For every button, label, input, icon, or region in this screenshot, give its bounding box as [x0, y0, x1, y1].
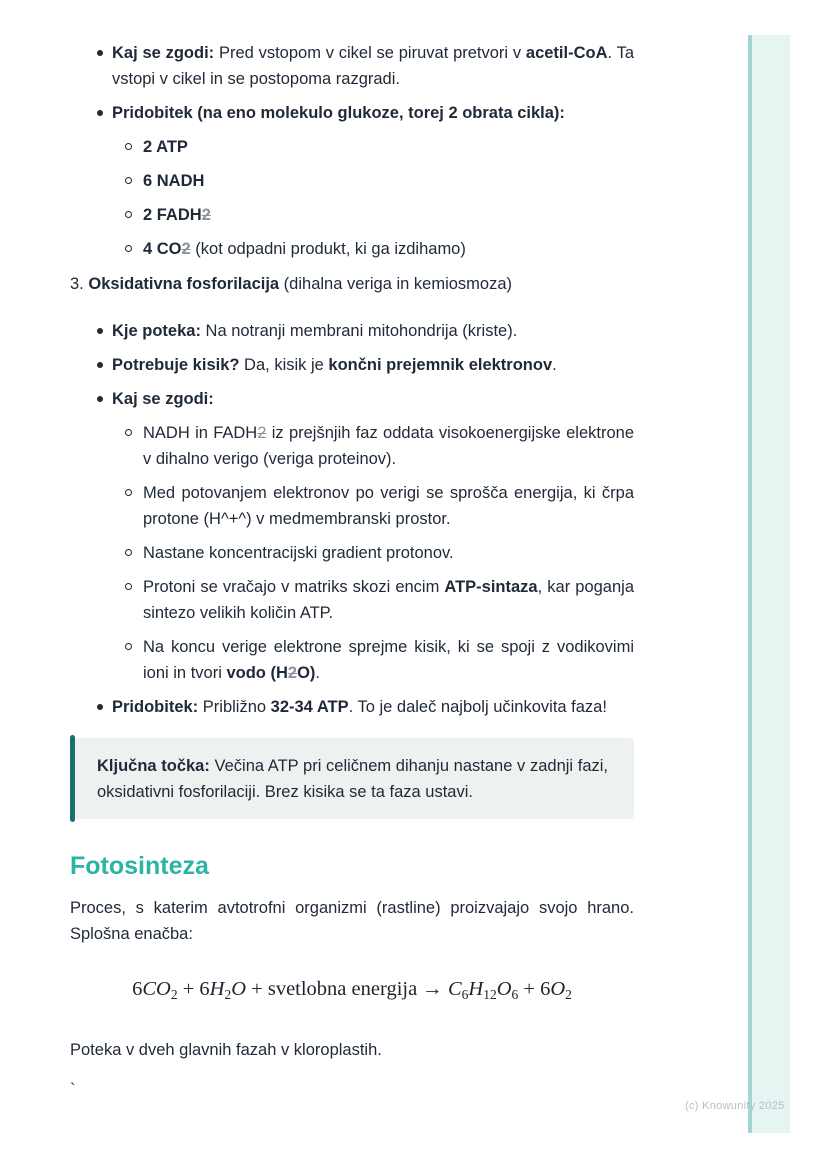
text-segment: 6 NADH: [143, 172, 205, 190]
text-segment: + svetlobna energija →: [246, 978, 448, 1000]
text-segment: Oksidativna fosforilacija: [88, 275, 280, 293]
decorative-stripe: [748, 35, 790, 1133]
list-item-text: [112, 322, 517, 340]
circle-bullet-icon: [125, 177, 132, 184]
text-segment: (dihalna veriga in kemiosmoza): [279, 275, 513, 293]
list-item-text: [143, 240, 466, 258]
text-segment: Kaj se zgodi:: [112, 390, 214, 408]
text-segment: Protoni se vračajo v matriks skozi encim: [143, 578, 445, 596]
text-segment: 2: [201, 206, 211, 224]
paragraph: Poteka v dveh glavnih fazah v kloroplastih.: [70, 1041, 382, 1059]
text-segment: O: [496, 978, 512, 1000]
text-segment: 2 FADH: [143, 206, 202, 224]
text-segment: vodo (H: [226, 664, 288, 682]
text-segment: Ključna točka:: [97, 757, 210, 775]
list-item-text: [112, 390, 214, 408]
list-item: [70, 352, 634, 378]
list-item: [70, 236, 634, 262]
text-segment: 6: [511, 987, 519, 1002]
text-segment: .: [315, 664, 320, 682]
text-segment: 2: [565, 987, 572, 1002]
text-segment: Pridobitek:: [112, 698, 199, 716]
text-segment: 4 CO: [143, 240, 182, 258]
bullet-list: [70, 318, 634, 720]
text-segment: 3.: [70, 275, 89, 293]
text-segment: 2: [170, 987, 178, 1002]
list-item-text: [143, 138, 188, 156]
text-segment: 2 ATP: [143, 138, 188, 156]
text-segment: Kaj se zgodi:: [112, 44, 215, 62]
circle-bullet-icon: [125, 211, 132, 218]
text-segment: Nastane koncentracijski gradient protonov.: [143, 544, 454, 562]
bullet-icon: [97, 396, 103, 402]
list-item: [70, 694, 634, 720]
text-segment: Na koncu verige elektrone sprejme kisik, ki se spoji z vodikovimi ioni in tvori: [143, 638, 634, 682]
bullet-icon: [97, 50, 103, 56]
section-heading: Fotosinteza: [70, 852, 209, 880]
list-item: [70, 40, 634, 92]
text-segment: Pred vstopom v cikel se piruvat pretvori v: [214, 44, 526, 62]
text-segment: 32-34 ATP: [270, 698, 349, 716]
list-item: [70, 202, 634, 228]
text-segment: O): [297, 664, 316, 682]
stray-backtick-text: `: [70, 1081, 76, 1099]
bullet-icon: [97, 704, 103, 710]
circle-bullet-icon: [125, 429, 132, 436]
list-item: [70, 420, 634, 472]
list-item-text: [143, 638, 634, 682]
list-item: [70, 100, 634, 126]
list-item-text: [143, 544, 454, 562]
key-point-callout: [70, 738, 634, 819]
text-segment: . Ta vstopi v cikel in se postopoma razgradi.: [112, 44, 635, 88]
text-segment: Da, kisik je: [239, 356, 329, 374]
bullet-icon: [97, 328, 103, 334]
text-segment: (kot odpadni produkt, ki ga izdihamo): [190, 240, 466, 258]
text-segment: acetil-CoA: [525, 44, 608, 62]
text-segment: .: [552, 356, 557, 374]
numbered-item-text: [70, 275, 512, 293]
text-segment: +: [177, 978, 200, 1000]
text-segment: 6: [199, 978, 210, 1000]
list-item-text: [143, 424, 634, 468]
circle-bullet-icon: [125, 549, 132, 556]
circle-bullet-icon: [125, 643, 132, 650]
text-segment: Med potovanjem elektronov po verigi se sprošča energija, ki črpa protone (H^+^) v medmembranski prostor.: [143, 484, 634, 528]
text-segment: 2: [181, 240, 191, 258]
bullet-icon: [97, 110, 103, 116]
chemical-equation: [70, 975, 634, 1009]
circle-bullet-icon: [125, 143, 132, 150]
list-item-text: [112, 44, 634, 88]
text-segment: 12: [483, 987, 497, 1002]
sub-list: [70, 134, 634, 262]
list-item-text: [143, 484, 634, 528]
list-item-text: [112, 356, 557, 374]
text-segment: H: [209, 978, 225, 1000]
text-segment: 6: [540, 978, 551, 1000]
list-item: [70, 574, 634, 626]
list-item-text: [112, 698, 607, 716]
circle-bullet-icon: [125, 489, 132, 496]
text-segment: Pridobitek (na eno molekulo glukoze, torej 2 obrata cikla):: [112, 104, 565, 122]
text-segment: Približno: [198, 698, 271, 716]
text-segment: končni prejemnik elektronov: [328, 356, 553, 374]
list-item-text: [143, 172, 204, 190]
list-item-text: [143, 206, 211, 224]
list-item-text: [112, 104, 565, 122]
paragraph: Proces, s katerim avtotrofni organizmi (rastline) proizvajajo svojo hrano. Splošna enačba:: [70, 899, 634, 943]
list-item: [70, 318, 634, 344]
document-content: [70, 40, 634, 1103]
text-segment: Na notranji membrani mitohondrija (kriste).: [200, 322, 518, 340]
circle-bullet-icon: [125, 245, 132, 252]
list-item: [70, 480, 634, 532]
circle-bullet-icon: [125, 583, 132, 590]
text-segment: 6: [461, 987, 469, 1002]
text-segment: , kar poganja sintezo velikih količin ATP.: [143, 578, 634, 622]
callout-accent-bar: [70, 735, 75, 822]
text-segment: Potrebuje kisik?: [112, 356, 240, 374]
text-segment: Kje poteka:: [112, 322, 201, 340]
list-item: [70, 540, 634, 566]
text-segment: C: [447, 978, 462, 1000]
text-segment: Večina ATP pri celičnem dihanju nastane v zadnji fazi, oksidativni fosforilaciji. Brez kisika se ta faza ustavi.: [97, 757, 608, 801]
text-segment: +: [518, 978, 541, 1000]
text-segment: 6: [132, 978, 143, 1000]
copyright-footer: (c) Knowunity 2025: [685, 1100, 785, 1112]
text-segment: iz prejšnjih faz oddata visokoenergijske elektrone v dihalno verigo (veriga proteinov).: [143, 424, 634, 468]
list-item-text: [143, 578, 634, 622]
bullet-icon: [97, 362, 103, 368]
text-segment: ATP-sintaza: [444, 578, 538, 596]
text-segment: NADH in FADH: [143, 424, 258, 442]
text-segment: O: [231, 978, 247, 1000]
list-item: [70, 386, 634, 412]
text-segment: O: [550, 978, 566, 1000]
list-item: [70, 168, 634, 194]
list-item: [70, 134, 634, 160]
list-item: [70, 634, 634, 686]
text-segment: 2: [257, 424, 267, 442]
callout-text: [97, 757, 608, 801]
text-segment: H: [468, 978, 484, 1000]
text-segment: . To je daleč najbolj učinkovita faza!: [348, 698, 607, 716]
numbered-list-item: [70, 271, 634, 297]
sub-list: [70, 420, 634, 686]
text-segment: CO: [142, 978, 171, 1000]
text-segment: 2: [287, 664, 298, 682]
text-segment: 2: [224, 987, 232, 1002]
